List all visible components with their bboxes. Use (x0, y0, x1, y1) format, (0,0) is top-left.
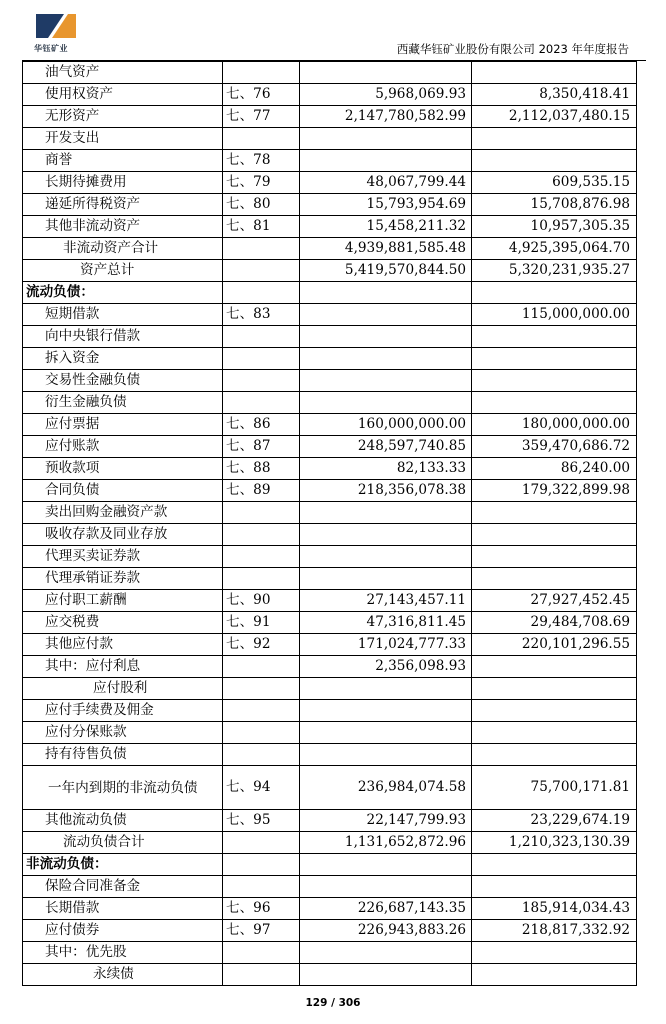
row-note-ref (223, 370, 300, 392)
row-value-current (300, 128, 472, 150)
row-value-current: 5,968,069.93 (300, 84, 472, 106)
row-value-current: 4,939,881,585.48 (300, 238, 472, 260)
table-row (23, 370, 637, 392)
row-value-prior: 2,112,037,480.15 (472, 106, 637, 128)
table-row (23, 964, 637, 986)
row-value-current: 48,067,799.44 (300, 172, 472, 194)
row-label: 永续债 (23, 964, 223, 986)
row-value-prior (472, 546, 637, 568)
row-label: 保险合同准备金 (23, 876, 223, 898)
row-note-ref (223, 238, 300, 260)
row-value-current: 226,943,883.26 (300, 920, 472, 942)
row-value-current (300, 964, 472, 986)
row-label: 应付票据 (23, 414, 223, 436)
table-row (23, 942, 637, 964)
row-note-ref (223, 876, 300, 898)
row-label: 衍生金融负债 (23, 392, 223, 414)
row-value-current (300, 326, 472, 348)
row-note-ref: 七、80 (223, 194, 300, 216)
row-value-current (300, 678, 472, 700)
row-value-current: 218,356,078.38 (300, 480, 472, 502)
row-value-prior (472, 150, 637, 172)
table-row (23, 502, 637, 524)
row-value-prior (472, 282, 637, 304)
row-label: 其他流动负债 (23, 810, 223, 832)
row-value-prior (472, 722, 637, 744)
row-value-prior: 115,000,000.00 (472, 304, 637, 326)
table-row (23, 766, 637, 810)
row-value-prior: 86,240.00 (472, 458, 637, 480)
row-value-prior (472, 128, 637, 150)
row-value-prior: 5,320,231,935.27 (472, 260, 637, 282)
table-row (23, 722, 637, 744)
table-row (23, 436, 637, 458)
row-value-current: 160,000,000.00 (300, 414, 472, 436)
row-label: 一年内到期的非流动负债 (23, 766, 223, 810)
row-label: 代理买卖证券款 (23, 546, 223, 568)
row-value-prior (472, 678, 637, 700)
table-row (23, 194, 637, 216)
row-value-prior: 27,927,452.45 (472, 590, 637, 612)
row-value-prior (472, 700, 637, 722)
row-value-prior: 180,000,000.00 (472, 414, 637, 436)
row-label: 应付股利 (23, 678, 223, 700)
row-value-prior: 15,708,876.98 (472, 194, 637, 216)
row-value-current (300, 700, 472, 722)
row-value-current: 236,984,074.58 (300, 766, 472, 810)
row-value-prior (472, 964, 637, 986)
row-value-prior: 220,101,296.55 (472, 634, 637, 656)
row-note-ref: 七、77 (223, 106, 300, 128)
row-label: 其他应付款 (23, 634, 223, 656)
table-row (23, 172, 637, 194)
row-value-current: 248,597,740.85 (300, 436, 472, 458)
table-row (23, 832, 637, 854)
row-note-ref: 七、79 (223, 172, 300, 194)
row-value-current (300, 876, 472, 898)
row-value-current: 22,147,799.93 (300, 810, 472, 832)
table-row (23, 414, 637, 436)
row-label: 其中：应付利息 (23, 656, 223, 678)
row-note-ref: 七、88 (223, 458, 300, 480)
row-note-ref (223, 744, 300, 766)
row-note-ref: 七、87 (223, 436, 300, 458)
table-row (23, 216, 637, 238)
table-row (23, 128, 637, 150)
row-value-current: 226,687,143.35 (300, 898, 472, 920)
row-value-prior: 10,957,305.35 (472, 216, 637, 238)
row-note-ref (223, 854, 300, 876)
table-row (23, 810, 637, 832)
row-label: 非流动负债： (23, 854, 223, 876)
row-note-ref (223, 348, 300, 370)
table-row (23, 656, 637, 678)
row-note-ref: 七、76 (223, 84, 300, 106)
row-label: 应付账款 (23, 436, 223, 458)
row-value-current (300, 546, 472, 568)
row-value-current: 15,793,954.69 (300, 194, 472, 216)
logo-text: 华钰矿业 (34, 44, 68, 53)
row-label: 应付分保账款 (23, 722, 223, 744)
row-value-prior (472, 370, 637, 392)
row-note-ref: 七、94 (223, 766, 300, 810)
row-note-ref: 七、91 (223, 612, 300, 634)
table-row (23, 348, 637, 370)
row-note-ref (223, 832, 300, 854)
row-value-prior (472, 326, 637, 348)
row-label: 短期借款 (23, 304, 223, 326)
balance-sheet-body (23, 62, 637, 986)
row-value-current: 2,147,780,582.99 (300, 106, 472, 128)
row-value-current (300, 348, 472, 370)
row-value-current: 47,316,811.45 (300, 612, 472, 634)
row-note-ref (223, 942, 300, 964)
row-label: 代理承销证券款 (23, 568, 223, 590)
row-value-prior: 185,914,034.43 (472, 898, 637, 920)
row-label: 交易性金融负债 (23, 370, 223, 392)
row-label: 非流动资产合计 (23, 238, 223, 260)
row-note-ref (223, 282, 300, 304)
row-value-current: 2,356,098.93 (300, 656, 472, 678)
row-note-ref (223, 392, 300, 414)
row-value-current (300, 744, 472, 766)
row-note-ref (223, 722, 300, 744)
row-note-ref: 七、81 (223, 216, 300, 238)
row-value-prior: 609,535.15 (472, 172, 637, 194)
row-label: 资产总计 (23, 260, 223, 282)
row-note-ref (223, 546, 300, 568)
table-row (23, 480, 637, 502)
table-row (23, 282, 637, 304)
row-value-prior (472, 392, 637, 414)
row-label: 无形资产 (23, 106, 223, 128)
row-value-current (300, 150, 472, 172)
row-value-prior (472, 62, 637, 84)
row-value-current (300, 304, 472, 326)
row-value-prior: 359,470,686.72 (472, 436, 637, 458)
row-note-ref (223, 678, 300, 700)
row-value-prior (472, 942, 637, 964)
table-row (23, 898, 637, 920)
row-value-current: 5,419,570,844.50 (300, 260, 472, 282)
row-value-prior: 218,817,332.92 (472, 920, 637, 942)
row-label: 应付债券 (23, 920, 223, 942)
table-row (23, 678, 637, 700)
table-row (23, 854, 637, 876)
row-label: 合同负债 (23, 480, 223, 502)
table-row (23, 546, 637, 568)
row-label: 油气资产 (23, 62, 223, 84)
row-value-current (300, 370, 472, 392)
row-value-current (300, 568, 472, 590)
row-note-ref (223, 524, 300, 546)
table-row (23, 392, 637, 414)
row-value-current (300, 854, 472, 876)
table-row (23, 326, 637, 348)
row-value-prior (472, 854, 637, 876)
row-label: 应付手续费及佣金 (23, 700, 223, 722)
row-value-prior: 1,210,323,130.39 (472, 832, 637, 854)
row-value-prior: 75,700,171.81 (472, 766, 637, 810)
table-row (23, 150, 637, 172)
row-note-ref (223, 656, 300, 678)
row-label: 卖出回购金融资产款 (23, 502, 223, 524)
row-label: 应付职工薪酬 (23, 590, 223, 612)
row-label: 开发支出 (23, 128, 223, 150)
row-value-current: 82,133.33 (300, 458, 472, 480)
row-note-ref (223, 260, 300, 282)
row-value-current (300, 524, 472, 546)
table-row (23, 458, 637, 480)
row-note-ref (223, 502, 300, 524)
row-note-ref: 七、83 (223, 304, 300, 326)
row-value-current (300, 942, 472, 964)
row-value-current: 15,458,211.32 (300, 216, 472, 238)
table-row (23, 876, 637, 898)
row-value-prior (472, 876, 637, 898)
row-note-ref: 七、96 (223, 898, 300, 920)
row-value-current: 27,143,457.11 (300, 590, 472, 612)
row-label: 预收款项 (23, 458, 223, 480)
row-value-current (300, 62, 472, 84)
table-row (23, 612, 637, 634)
row-note-ref (223, 568, 300, 590)
table-row (23, 84, 637, 106)
row-label: 拆入资金 (23, 348, 223, 370)
row-value-prior: 8,350,418.41 (472, 84, 637, 106)
row-note-ref (223, 700, 300, 722)
row-value-prior (472, 502, 637, 524)
row-value-current: 1,131,652,872.96 (300, 832, 472, 854)
row-label: 应交税费 (23, 612, 223, 634)
row-value-prior (472, 524, 637, 546)
table-row (23, 590, 637, 612)
row-label: 吸收存款及同业存放 (23, 524, 223, 546)
table-row (23, 260, 637, 282)
row-value-current (300, 392, 472, 414)
row-value-current (300, 722, 472, 744)
row-note-ref: 七、78 (223, 150, 300, 172)
row-label: 商誉 (23, 150, 223, 172)
row-value-prior (472, 744, 637, 766)
row-note-ref: 七、90 (223, 590, 300, 612)
row-value-prior: 29,484,708.69 (472, 612, 637, 634)
row-note-ref: 七、92 (223, 634, 300, 656)
table-row (23, 568, 637, 590)
row-value-prior (472, 568, 637, 590)
row-value-current: 171,024,777.33 (300, 634, 472, 656)
balance-sheet-table (22, 61, 637, 986)
row-value-prior (472, 656, 637, 678)
row-note-ref (223, 128, 300, 150)
table-row (23, 744, 637, 766)
row-value-current (300, 502, 472, 524)
row-note-ref: 七、95 (223, 810, 300, 832)
table-row (23, 62, 637, 84)
row-value-prior: 23,229,674.19 (472, 810, 637, 832)
row-value-prior: 179,322,899.98 (472, 480, 637, 502)
row-label: 流动负债合计 (23, 832, 223, 854)
row-note-ref (223, 964, 300, 986)
row-note-ref: 七、86 (223, 414, 300, 436)
row-value-prior: 4,925,395,064.70 (472, 238, 637, 260)
row-label: 递延所得税资产 (23, 194, 223, 216)
row-note-ref (223, 62, 300, 84)
row-note-ref: 七、89 (223, 480, 300, 502)
row-value-prior (472, 348, 637, 370)
table-row (23, 700, 637, 722)
row-label: 使用权资产 (23, 84, 223, 106)
row-value-current (300, 282, 472, 304)
table-row (23, 304, 637, 326)
page-number: 129 / 306 (305, 997, 361, 1009)
row-label: 长期待摊费用 (23, 172, 223, 194)
row-label: 持有待售负债 (23, 744, 223, 766)
table-row (23, 106, 637, 128)
row-label: 其中：优先股 (23, 942, 223, 964)
row-note-ref: 七、97 (223, 920, 300, 942)
report-title: 西藏华钰矿业股份有限公司 2023 年年度报告 (396, 42, 629, 56)
page-header (0, 0, 666, 62)
row-label: 流动负债： (23, 282, 223, 304)
table-row (23, 524, 637, 546)
row-label: 其他非流动资产 (23, 216, 223, 238)
table-row (23, 920, 637, 942)
row-label: 长期借款 (23, 898, 223, 920)
row-note-ref (223, 326, 300, 348)
row-label: 向中央银行借款 (23, 326, 223, 348)
table-row (23, 634, 637, 656)
table-row (23, 238, 637, 260)
